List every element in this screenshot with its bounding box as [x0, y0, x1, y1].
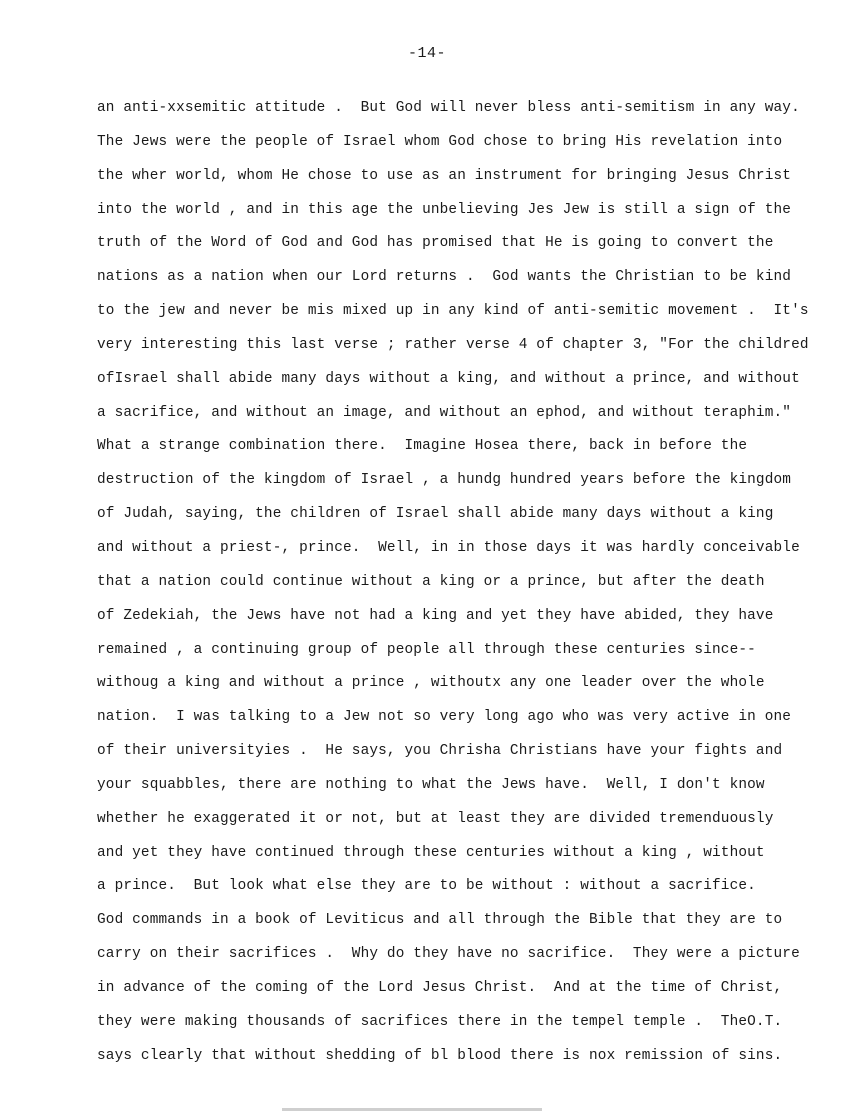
text-line: What a strange combination there. Imagine Hosea there, back in before the — [97, 438, 748, 455]
body-text — [97, 96, 809, 1077]
text-line: to the jew and never be mis mixed up in any kind of anti-semitic movement . It's — [97, 303, 809, 320]
text-line: carry on their sacrifices . Why do they have no sacrifice. They were a picture — [97, 946, 800, 963]
text-line: nation. I was talking to a Jew not so very long ago who was very active in one — [97, 709, 792, 726]
text-line: they were making thousands of sacrifices there in the tempel temple . TheO.T. — [97, 1013, 783, 1030]
text-line: withoug a king and without a prince , withoutx any one leader over the whole — [97, 675, 765, 692]
page-number: -14- — [407, 45, 446, 62]
text-line: destruction of the kingdom of Israel , a hundg hundred years before the kingdom — [97, 472, 792, 489]
text-line: an anti-xxsemitic attitude . But God will never bless anti-semitism in any way. — [97, 100, 800, 116]
text-line: the wher world, whom He chose to use as an instrument for bringing Jesus Christ — [97, 167, 792, 184]
text-line: truth of the Word of God and God has promised that He is going to convert the — [97, 235, 774, 252]
text-line: that a nation could continue without a king or a prince, but after the death — [97, 573, 765, 590]
text-line: of their universityies . He says, you Chrisha Christians have your fights and — [97, 743, 783, 760]
text-line: your squabbles, there are nothing to what the Jews have. Well, I don't know — [97, 776, 765, 793]
text-line: God commands in a book of Leviticus and all through the Bible that they are to — [97, 912, 783, 929]
text-line: The Jews were the people of Israel whom God chose to bring His revelation into — [97, 133, 783, 150]
text-line: says clearly that without shedding of bl blood there is nox remission of sins. — [97, 1047, 783, 1064]
text-line: of Zedekiah, the Jews have not had a king and yet they have abided, they have — [97, 607, 774, 624]
text-line: whether he exaggerated it or not, but at least they are divided tremenduously — [97, 810, 774, 827]
text-line: into the world , and in this age the unbelieving Jes Jew is still a sign of the — [97, 201, 792, 218]
text-line: a prince. But look what else they are to be without : without a sacrifice. — [97, 878, 756, 895]
text-line: in advance of the coming of the Lord Jesus Christ. And at the time of Christ, — [97, 979, 783, 996]
text-line: of Judah, saying, the children of Israel shall abide many days without a king — [97, 506, 774, 523]
text-line: very interesting this last verse ; rather verse 4 of chapter 3, "For the childred — [97, 336, 809, 353]
text-line: remained , a continuing group of people all through these centuries since-- — [97, 641, 756, 658]
text-line: nations as a nation when our Lord returns . God wants the Christian to be kind — [97, 269, 792, 286]
text-line: a sacrifice, and without an image, and without an ephod, and without teraphim." — [97, 404, 792, 421]
text-line: ofIsrael shall abide many days without a king, and without a prince, and without — [97, 370, 800, 387]
text-line: and yet they have continued through these centuries without a king , without — [97, 844, 765, 861]
text-line: and without a priest-, prince. Well, in in those days it was hardly conceivable — [97, 539, 800, 556]
